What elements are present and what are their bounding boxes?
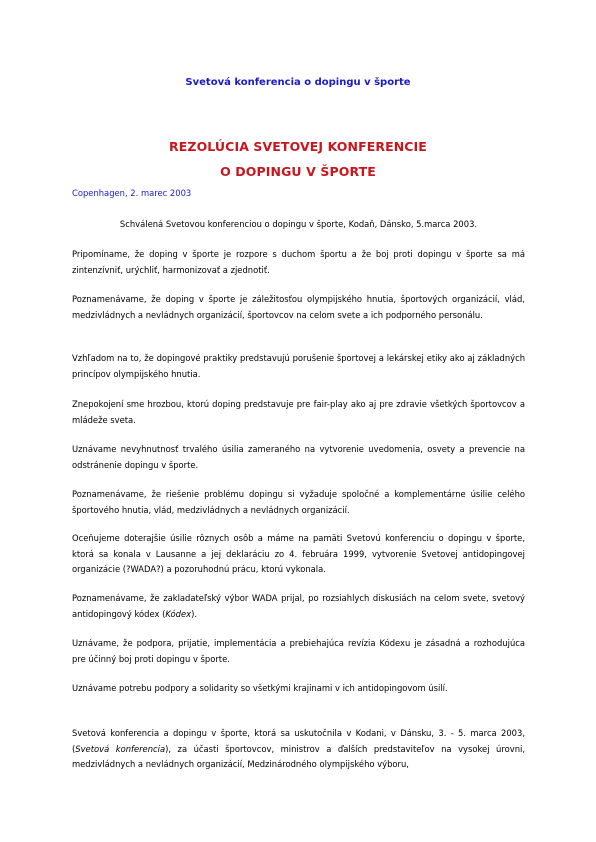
paragraph-9: Uznávame, že podpora, prijatie, implementácia a prebiehajúca revízia Kódexu je zásadná a rozhodujúca pre účinný boj proti dopingu v športe. (72, 638, 525, 664)
final-text-before: Svetová konferencia a dopingu v športe, ktorá sa uskutočnila v Kodani, v Dánsku, 3. - 5. marca 2003, ( (72, 728, 525, 754)
wada-text-before: Poznamenávame, že zakladateľský výbor WADA prijal, po rozsiahlych diskusiách na celom svete, svetový antidopingový kódex ( (72, 593, 525, 619)
paragraph-1: Pripomíname, že doping v športe je rozpore s duchom športu a že boj proti dopingu v športe sa má zintenzívniť, urýchliť, harmonizovať a zjednotiť. (72, 249, 525, 275)
paragraph-10: Uznávame potrebu podpory a solidarity so všetkými krajinami v ich antidopingovom úsilí. (72, 683, 448, 693)
paragraph-7: Oceňujeme doterajšie úsilie rôznych osôb a máme na pamäti Svetovú konferenciu o dopingu v športe, ktorá sa konala v Lausanne a jej deklaráciu zo 4. februára 1999, vytvorenie Svetovej antidopingovej organizácie (?WADA?) a pozoruhodnú prácu, ktorú vykonala. (72, 533, 525, 574)
paragraph-5: Uznávame nevyhnutnosť trvalého úsilia zameraného na vytvorenie uvedomenia, osvety a prevencie na odstránenie dopingu v športe. (72, 444, 525, 470)
wada-text-after: ). (191, 608, 198, 619)
paragraph-wada (72, 591, 525, 622)
document-header: Svetová konferencia o dopingu v športe (185, 77, 411, 88)
final-text-italic: Svetová konferencia (75, 743, 166, 754)
paragraph-4: Znepokojení sme hrozbou, ktorú doping predstavuje pre fair-play ako aj pre zdravie všetkých športovcov a mládeže sveta. (72, 399, 525, 425)
paragraph-3: Vzhľadom na to, že dopingové praktiky predstavujú porušenie športovej a lekárskej etiky ako aj základných princípov olympijského hnutia. (72, 353, 525, 379)
place-date: Copenhagen, 2. marec 2003 (72, 188, 192, 198)
paragraph-6: Poznamenávame, že riešenie problému dopingu si vyžaduje spoločné a komplementárne úsilie celého športového hnutia, vlád, medzivládnych a nevládnych organizácií. (72, 489, 525, 515)
final-text-after: ), za účasti športovcov, ministrov a ďalších predstaviteľov na vysokej úrovni, medzivládnych a nevládnych organizácií, Medzinárodného olympijského výboru, (72, 743, 525, 769)
title-line-1: REZOLÚCIA SVETOVEJ KONFERENCIE (169, 139, 427, 154)
wada-text-italic: Kódex (165, 608, 192, 619)
approval-paragraph: Schválená Svetovou konferenciou o dopingu v športe, Kodaň, Dánsko, 5.marca 2003. (119, 219, 478, 229)
paragraph-2: Poznamenávame, že doping v športe je záležitosťou olympijského hnutia, športových organizácií, vlád, medzivládnych a nevládnych organizácií, športovcov na celom svete a ich podporného personálu. (72, 294, 525, 320)
title-line-2: O DOPINGU V ŠPORTE (220, 164, 376, 179)
paragraph-final (72, 726, 525, 773)
